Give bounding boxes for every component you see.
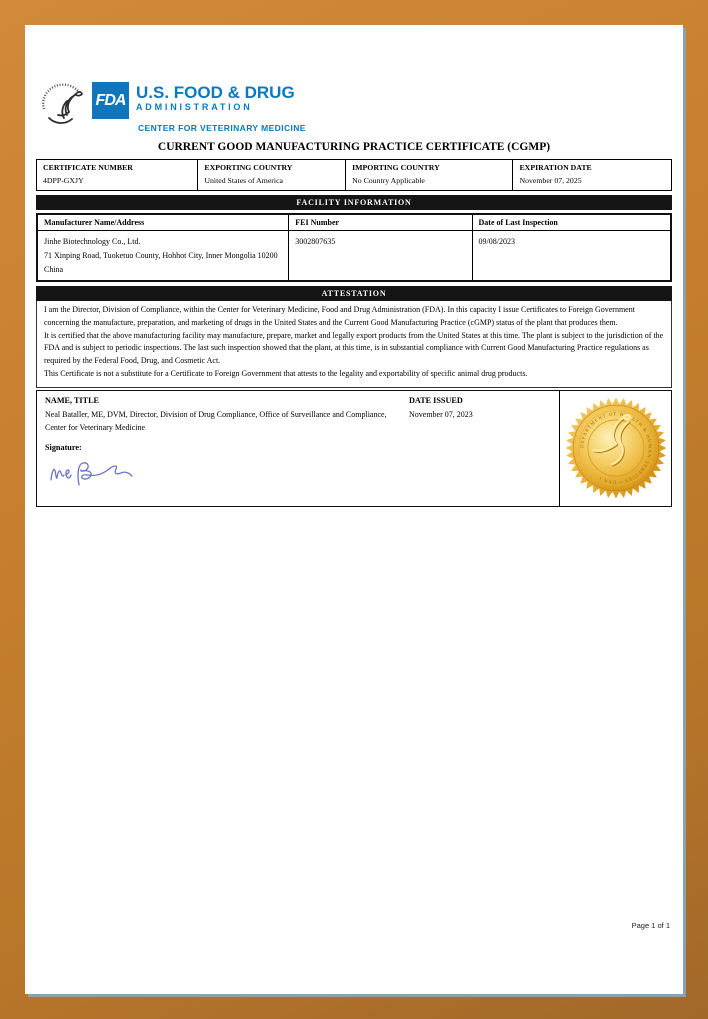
fda-logo-icon: FDA: [92, 82, 129, 119]
signature-left-cell: [37, 391, 559, 506]
certificate-title: CURRENT GOOD MANUFACTURING PRACTICE CERTIFICATE (CGMP): [157, 141, 551, 153]
expiration-date-cell: [512, 160, 671, 190]
handwritten-signature: [45, 454, 160, 492]
importing-country-cell: [345, 160, 512, 190]
fda-brand-line2: ADMINISTRATION: [136, 102, 253, 112]
exporting-country-value: United States of America: [204, 176, 283, 185]
manufacturer-cell: [38, 231, 288, 280]
importing-country-label: IMPORTING COUNTRY: [352, 163, 440, 172]
date-issued-label: DATE ISSUED: [409, 395, 463, 405]
name-title-column: [45, 396, 397, 434]
expiration-date-value: November 07, 2025: [519, 176, 582, 185]
facility-information-bar: FACILITY INFORMATION: [36, 195, 672, 210]
certificate-number-cell: [37, 160, 197, 190]
document-header: [36, 82, 672, 133]
center-veterinary-medicine-label: CENTER FOR VETERINARY MEDICINE: [138, 123, 306, 133]
seal-cell: [559, 391, 671, 506]
fei-number-value: 3002807635: [288, 231, 471, 280]
attestation-bar: ATTESTATION: [36, 286, 672, 301]
certificate-number-value: 4DPP-GXJY: [43, 176, 84, 185]
fda-brand-line1: U.S. FOOD & DRUG: [136, 83, 295, 102]
date-issued-value: November 07, 2023: [409, 409, 473, 419]
facility-table-header: [38, 215, 670, 231]
hhs-eagle-icon: [36, 82, 90, 132]
date-issued-column: [409, 396, 473, 434]
exporting-country-cell: [197, 160, 345, 190]
attestation-paragraph-3: This Certificate is not a substitute for a Certificate to Foreign Government that attests to the legality and exportability of specific animal drug products.: [44, 368, 528, 378]
manufacturer-name: Jinhe Biotechnology Co., Ltd.: [44, 237, 141, 246]
manufacturer-header: Manufacturer Name/Address: [44, 218, 145, 227]
fei-number-header: FEI Number: [288, 215, 471, 230]
last-inspection-header: Date of Last Inspection: [472, 215, 670, 230]
certificate-info-table: [36, 159, 672, 191]
certificate-number-label: CERTIFICATE NUMBER: [43, 163, 133, 172]
last-inspection-value: 09/08/2023: [472, 231, 670, 280]
exporting-country-label: EXPORTING COUNTRY: [204, 163, 293, 172]
manufacturer-address: 71 Xinping Road, Tuoketuo County, Hohhot City, Inner Mongolia 10200 China: [44, 251, 278, 274]
gold-hhs-seal-icon: [565, 397, 667, 499]
signature-label: Signature:: [45, 442, 82, 452]
certificate-page: [25, 25, 683, 994]
attestation-text-box: [36, 301, 672, 388]
signature-block: [36, 390, 672, 507]
importing-country-value: No Country Applicable: [352, 176, 425, 185]
name-title-label: NAME, TITLE: [45, 395, 99, 405]
seal-ring-text: DEPARTMENT OF HEALTH & HUMAN SERVICES • USA •: [579, 412, 652, 484]
name-title-value: Neal Bataller, ME, DVM, Director, Division of Drug Compliance, Office of Surveillance and Compliance, Center for Veterinary Medicine: [45, 409, 387, 432]
attestation-paragraph-2: It is certified that the above manufacturing facility may manufacture, prepare, market and legally export products from the United States at this time. The plant is subject to the jurisdiction of the FDA and is subject to periodic inspections. The last such inspection showed that the plant, at this time, is in substantial compliance with Current Good Manufacturing Practice regulations as required by the Federal Food, Drug, and Cosmetic Act.: [44, 330, 664, 366]
attestation-paragraph-1: I am the Director, Division of Compliance, within the Center for Veterinary Medicine, Food and Drug Administration (FDA). In this capacity I issue Certificates to Foreign Government concerning the manufacture, preparation, and marketing of drugs in the United States and the Current Good Manufacturing Practice (cGMP) status of the plant that produces them.: [44, 305, 635, 327]
facility-table-row: [38, 231, 670, 280]
facility-table: [36, 213, 672, 282]
fda-lockup: [92, 82, 306, 133]
expiration-date-label: EXPIRATION DATE: [519, 163, 592, 172]
page-number: Page 1 of 1: [631, 921, 670, 930]
